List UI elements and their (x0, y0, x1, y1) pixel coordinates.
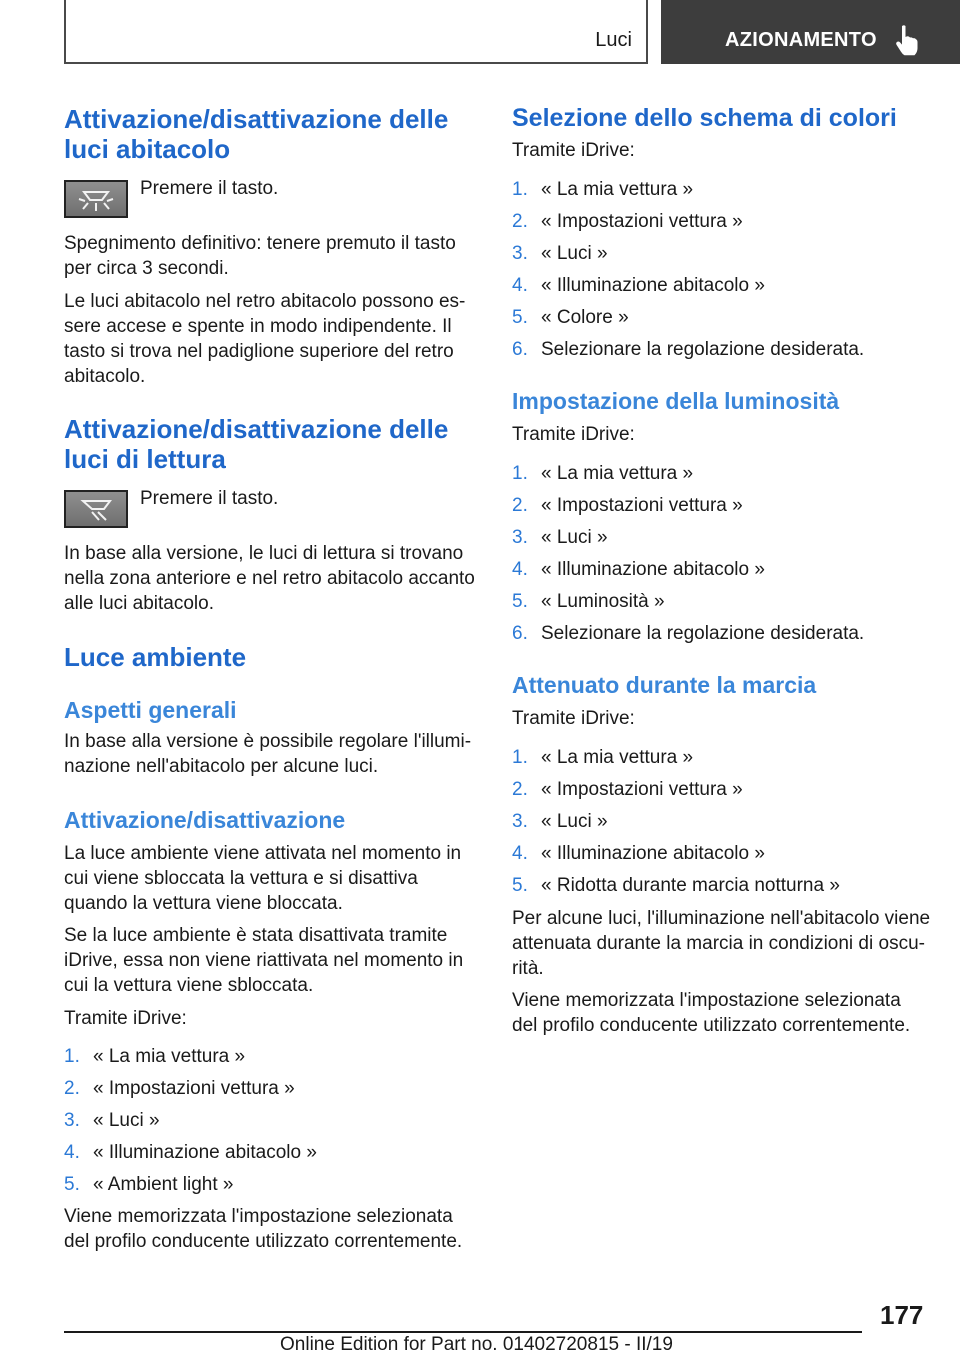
list-item: 4. « Illuminazione abitacolo » (64, 1142, 317, 1163)
page-number: 177 (880, 1300, 924, 1330)
footer-divider (64, 1331, 862, 1333)
list-item: 1. « La mia vettura » (512, 463, 694, 484)
list-item: 5. « Ridotta durante marcia notturna » (512, 875, 840, 896)
paragraph-line: sere accese e spente in modo indipendente. Il (64, 316, 452, 337)
heading-reading-lights-l2: luci di lettura (64, 444, 226, 474)
footer-edition: Online Edition for Part no. 01402720815 - II/19 (280, 1334, 673, 1355)
list-item: 5. « Luminosità » (512, 591, 665, 612)
paragraph-line: Le luci abitacolo nel retro abitacolo possono es- (64, 291, 466, 312)
paragraph-line: del profilo conducente utilizzato correntemente. (512, 1015, 911, 1036)
heading-interior-lights-l1: Attivazione/disattivazione delle (64, 104, 449, 134)
list-item: 2. « Impostazioni vettura » (64, 1078, 295, 1099)
press-button-text: Premere il tasto. (140, 178, 279, 199)
interior-light-button-icon (64, 180, 128, 218)
steps-list-brightness (512, 461, 932, 653)
list-item: 3. « Luci » (64, 1110, 160, 1131)
paragraph-line: quando la vettura viene bloccata. (64, 893, 343, 914)
via-idrive-text: Tramite iDrive: (512, 424, 635, 445)
paragraph-line: del profilo conducente utilizzato correntemente. (64, 1231, 463, 1252)
header-chapter-tab (661, 0, 960, 64)
paragraph-line: Spegnimento definitivo: tenere premuto il tasto (64, 233, 456, 254)
subheading-general: Aspetti generali (64, 697, 237, 723)
list-item: 3. « Luci » (512, 527, 608, 548)
steps-list-ambient (64, 1044, 476, 1204)
paragraph-line: Se la luce ambiente è stata disattivata tramite (64, 925, 448, 946)
heading-color-scheme: Selezione dello schema di colori (512, 104, 897, 132)
paragraph-line: tasto si trova nel padiglione superiore del retro (64, 341, 454, 362)
list-item: 3. « Luci » (512, 811, 608, 832)
steps-list-dimmed (512, 745, 932, 905)
paragraph-line: Viene memorizzata l'impostazione selezionata (64, 1206, 453, 1227)
paragraph-line: cui viene sbloccata la vettura e si disattiva (64, 868, 418, 889)
list-item: 1. « La mia vettura » (512, 179, 694, 200)
subheading-brightness: Impostazione della luminosità (512, 388, 840, 414)
reading-light-button-icon (64, 490, 128, 528)
list-item: 4. « Illuminazione abitacolo » (512, 843, 765, 864)
via-idrive-text: Tramite iDrive: (64, 1008, 187, 1029)
list-item: 6. Selezionare la regolazione desiderata. (512, 623, 865, 644)
list-item: 2. « Impostazioni vettura » (512, 495, 743, 516)
subheading-dimmed-driving: Attenuato durante la marcia (512, 672, 817, 698)
subheading-activation: Attivazione/disattivazione (64, 807, 346, 833)
list-item: 1. « La mia vettura » (64, 1046, 246, 1067)
list-item: 6. Selezionare la regolazione desiderata. (512, 339, 865, 360)
list-item: 3. « Luci » (512, 243, 608, 264)
list-item: 2. « Impostazioni vettura » (512, 779, 743, 800)
paragraph-line: rità. (512, 958, 544, 979)
list-item: 2. « Impostazioni vettura » (512, 211, 743, 232)
paragraph-line: Viene memorizzata l'impostazione selezionata (512, 990, 901, 1011)
pointing-hand-icon (895, 24, 921, 56)
paragraph-line: per circa 3 secondi. (64, 258, 229, 279)
list-item: 4. « Illuminazione abitacolo » (512, 559, 765, 580)
list-item: 5. « Ambient light » (64, 1174, 234, 1195)
paragraph-line: attenuata durante la marcia in condizioni di oscu- (512, 933, 925, 954)
paragraph-line: La luce ambiente viene attivata nel momento in (64, 843, 462, 864)
steps-list-color (512, 177, 932, 369)
paragraph-line: nazione nell'abitacolo per alcune luci. (64, 756, 379, 777)
list-item: 4. « Illuminazione abitacolo » (512, 275, 765, 296)
list-item: 5. « Colore » (512, 307, 629, 328)
paragraph-line: Per alcune luci, l'illuminazione nell'abitacolo viene (512, 908, 931, 929)
paragraph-line: cui la vettura viene sbloccata. (64, 975, 314, 996)
section-title: Luci (595, 29, 632, 51)
paragraph-line: In base alla versione è possibile regolare l'illumi- (64, 731, 472, 752)
paragraph-line: In base alla versione, le luci di lettura si trovano (64, 543, 464, 564)
paragraph-line: alle luci abitacolo. (64, 593, 214, 614)
header-section-box (64, 0, 648, 64)
paragraph-line: abitacolo. (64, 366, 146, 387)
chapter-title: AZIONAMENTO (725, 29, 877, 51)
heading-ambient-light: Luce ambiente (64, 642, 247, 672)
heading-interior-lights-l2: luci abitacolo (64, 134, 231, 164)
list-item: 1. « La mia vettura » (512, 747, 694, 768)
paragraph-line: nella zona anteriore e nel retro abitacolo accanto (64, 568, 475, 589)
via-idrive-text: Tramite iDrive: (512, 708, 635, 729)
paragraph-line: iDrive, essa non viene riattivata nel momento in (64, 950, 464, 971)
press-button-text: Premere il tasto. (140, 488, 279, 509)
via-idrive-text: Tramite iDrive: (512, 140, 635, 161)
heading-reading-lights-l1: Attivazione/disattivazione delle (64, 414, 449, 444)
